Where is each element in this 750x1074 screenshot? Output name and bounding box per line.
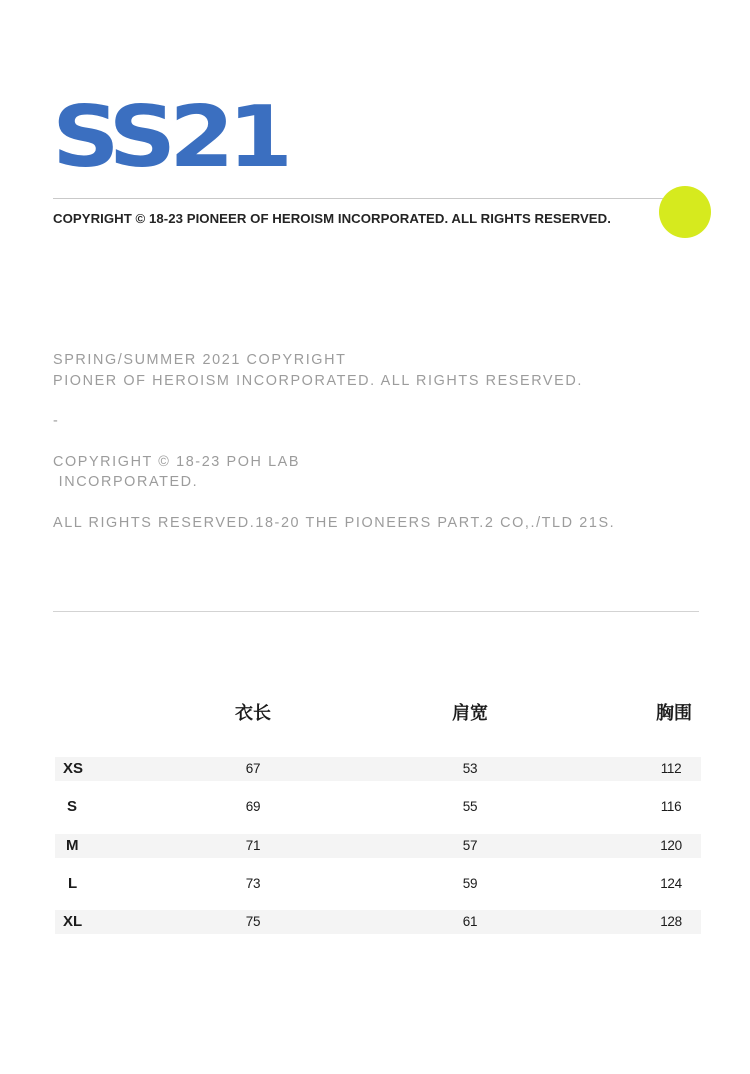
shoulder-value: 61: [462, 914, 478, 929]
length-value: 73: [245, 876, 261, 891]
length-value: 71: [245, 838, 261, 853]
ss21-logo: SS21: [52, 88, 286, 187]
size-label: S: [67, 798, 78, 815]
shoulder-value: 57: [462, 838, 478, 853]
size-label: XS: [63, 760, 84, 777]
column-header-length: 衣长: [235, 703, 271, 724]
table-row: [55, 795, 701, 819]
size-label: M: [66, 837, 79, 854]
table-row: [55, 757, 701, 781]
info-line-5: ALL RIGHTS RESERVED.18-20 THE PIONEERS PART.2 CO,./TLD 21S.: [53, 515, 616, 531]
shoulder-value: 53: [462, 761, 478, 776]
chest-value: 128: [660, 914, 682, 929]
table-row: [55, 910, 701, 934]
accent-dot: [659, 186, 711, 238]
size-label: XL: [63, 913, 83, 930]
length-value: 67: [245, 761, 261, 776]
middle-divider: [53, 611, 699, 612]
info-line-1: SPRING/SUMMER 2021 COPYRIGHT: [53, 352, 347, 368]
length-value: 69: [245, 799, 261, 814]
info-line-2: PIONER OF HEROISM INCORPORATED. ALL RIGHTS RESERVED.: [53, 373, 583, 389]
table-row: [55, 834, 701, 858]
info-line-3: COPYRIGHT © 18-23 POH LAB: [53, 454, 301, 470]
shoulder-value: 55: [462, 799, 478, 814]
shoulder-value: 59: [462, 876, 478, 891]
chest-value: 124: [660, 876, 682, 891]
top-divider: [53, 198, 699, 199]
chest-value: 112: [660, 761, 682, 776]
table-row: [55, 872, 701, 896]
info-line-4: INCORPORATED.: [53, 474, 199, 490]
length-value: 75: [245, 914, 261, 929]
column-header-shoulder: 肩宽: [452, 703, 488, 724]
chest-value: 116: [660, 799, 682, 814]
copyright-heading: COPYRIGHT © 18-23 PIONEER OF HEROISM INCORPORATED. ALL RIGHTS RESERVED.: [53, 211, 611, 226]
info-dash: -: [53, 413, 60, 429]
column-header-chest: 胸围: [656, 703, 692, 724]
chest-value: 120: [660, 838, 682, 853]
size-label: L: [68, 875, 78, 892]
